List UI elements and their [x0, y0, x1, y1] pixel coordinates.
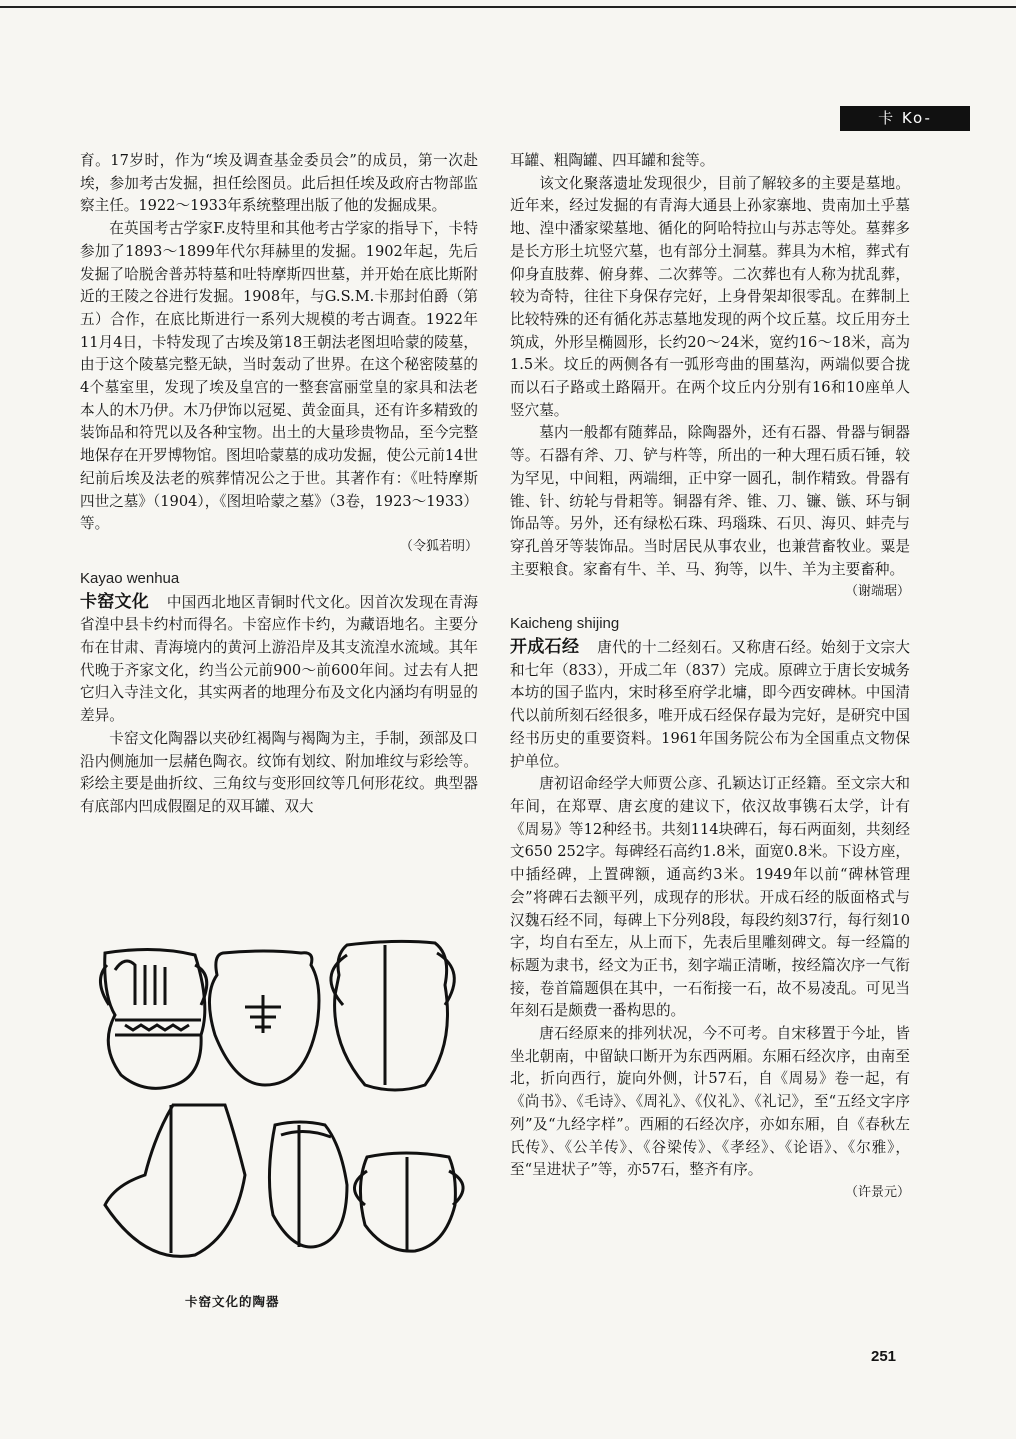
pottery-illustration	[85, 935, 475, 1270]
right-column	[510, 150, 910, 1205]
paragraph: 唐初诏命经学大师贾公彦、孔颖达订正经籍。至文宗大和年间，在郑覃、唐玄度的建议下，依汉故事镌石太学，计有《周易》等12种经书。共刻114块碑石，每石两面刻，共刻经文650 252字。每碑经石高约1.8米，面宽0.8米。下设方座，中插经碑，上置碑额，通高约3米。1949年以前“碑林管理会”将碑石去额平列，成现存的形状。开成石经的版面格式与汉魏石经不同，每碑上下分列8段，每段约刻37行，每行刻10字，均自右至左，从上而下，先表后里雕刻碑文。每一经篇的标题为隶书，经文为正书，刻字端正清晰，按经篇次序一气衔接，卷首篇题俱在其中，一石衔接一石，故不易凌乱。可见当年刻石是颇费一番构思的。	[510, 775, 910, 1020]
paragraph: 该文化聚落遗址发现很少，目前了解较多的主要是墓地。近年来，经过发掘的有青海大通县上孙家寨地、贵南加土乎墓地、湟中潘家梁墓地、循化的阿哈特拉山与苏志等处。墓葬多是长方形土坑竖穴墓，也有部分土洞墓。葬具为木棺，葬式有仰身直肢葬、俯身葬、二次葬等。二次葬也有人称为扰乱葬，较为奇特，往往下身保存完好，上身骨架却很零乱。在葬制上比较特殊的还有循化苏志墓地发现的两个坟丘墓。坟丘用夯土筑成，外形呈椭圆形，长约20～24米，宽约16～18米，高为1.5米。坟丘的两侧各有一弧形弯曲的围墓沟，两端似要合拢而以石子路或土路隔开。在两个坟丘内分别有16和10座单人竖穴墓。	[510, 174, 910, 419]
paragraph: 唐石经原来的排列状况，今不可考。自宋移置于今址，皆坐北朝南，中留缺口断开为东西两厢。东厢石经次序，由南至北，折向西行，旋向外侧，计57石，自《周易》卷一起，有《尚书》、《毛诗》、《周礼》、《仪礼》、《礼记》，至“五经文字序列”及“九经字样”。西厢的石经次序，亦如东厢，自《春秋左氏传》、《公羊传》、《谷梁传》、《孝经》、《论语》、《尔雅》，至“呈进状子”等，亦57石，整齐有序。	[510, 1025, 910, 1179]
top-rule	[0, 6, 1016, 8]
author-signature: （许景元）	[844, 1184, 910, 1200]
author-signature: （令狐若明）	[399, 538, 478, 554]
figure-caption: 卡窑文化的陶器	[185, 1294, 280, 1309]
entry-term: 卡窑文化	[80, 591, 149, 612]
paragraph: 唐代的十二经刻石。又称唐石经。始刻于文宗大和七年（833），开成二年（837）完成。原碑立于唐长安城务本坊的国子监内，宋时移至府学北墉，即今西安碑林。中国清代以前所刻石经很多，唯开成石经保存最为完好，是研究中国经书历史的重要资料。1961年国务院公布为全国重点文物保护单位。	[510, 639, 910, 770]
pot-drawing	[269, 1122, 347, 1247]
pot-drawing	[105, 1105, 245, 1256]
entry-pinyin: Kaicheng shijing	[510, 615, 620, 633]
entry-pinyin: Kayao wenhua	[80, 569, 180, 587]
paragraph: 中国西北地区青铜时代文化。因首次发现在青海省湟中县卡约村而得名。卡窑应作卡约，为藏语地名。主要分布在甘肃、青海境内的黄河上游沿岸及其支流湟水流域。其年代晚于齐家文化，约当公元前900～前600年间。过去有人把它归入寺洼文化，其实两者的地理分布及文化内涵均有明显的差异。	[80, 593, 478, 725]
paragraph: 在英国考古学家F.皮特里和其他考古学家的指导下，卡特参加了1893～1899年代尔拜赫里的发掘。1902年起，先后发掘了哈脱舍普苏特墓和吐特摩斯四世墓，并开始在底比斯附近的王陵之谷进行发掘。1908年，与G.S.M.卡那封伯爵（第五）合作，在底比斯进行一系列大规模的考古调查。1922年11月4日，卡特发现了古埃及第18王朝法老图坦哈蒙的陵墓，由于这个陵墓完整无缺，当时轰动了世界。在这个秘密陵墓的4个墓室里，发现了埃及皇宫的一整套富丽堂皇的家具和法老本人的木乃伊。木乃伊饰以冠冕、黄金面具，还有许多精致的装饰品和符咒以及各种宝物。出土的大量珍贵物品，至今完整地保存在开罗博物馆。图坦哈蒙墓的成功发掘，使公元前14世纪前后埃及法老的殡葬情况公之于世。其著作有：《吐特摩斯四世之墓》（1904），《图坦哈蒙之墓》（3卷，1923～1933）等。	[80, 220, 479, 533]
entry-term: 开成石经	[510, 637, 580, 658]
running-header: 卡 Ko-	[840, 106, 970, 131]
pot-drawing	[335, 941, 448, 1090]
page-number: 251	[871, 1348, 897, 1365]
paragraph: 卡窑文化陶器以夹砂红褐陶与褐陶为主，手制，颈部及口沿内侧施加一层赭色陶衣。纹饰有划纹、附加堆纹与彩绘等。彩绘主要是曲折纹、三角纹与变形回纹等几何形花纹。典型器有底部内凹成假圈足的双耳罐、双大	[80, 729, 478, 815]
paragraph: 耳罐、粗陶罐、四耳罐和瓮等。	[510, 152, 715, 169]
paragraph: 育。17岁时，作为“埃及调查基金委员会”的成员，第一次赴埃，参加考古发掘，担任绘图员。此后担任埃及政府古物部监察主任。1922～1933年系统整理出版了他的发掘成果。	[80, 152, 478, 215]
paragraph: 墓内一般都有随葬品，除陶器外，还有石器、骨器与铜器等。石器有斧、刀、铲与杵等，所出的一种大理石质石锤，较为罕见，中间粗，两端细，正中穿一圆孔，制作精致。骨器有锥、针、纺轮与骨耜等。铜器有斧、锥、刀、镰、镞、环与铜饰品等。另外，还有绿松石珠、玛瑙珠、石贝、海贝、蚌壳与穿孔兽牙等装饰品。当时居民从事农业，也兼营畜牧业。粟是主要粮食。家畜有牛、羊、马、狗等，以牛、羊为主要畜种。	[510, 424, 910, 578]
left-column	[80, 150, 478, 819]
author-signature: （谢端琚）	[844, 584, 910, 600]
